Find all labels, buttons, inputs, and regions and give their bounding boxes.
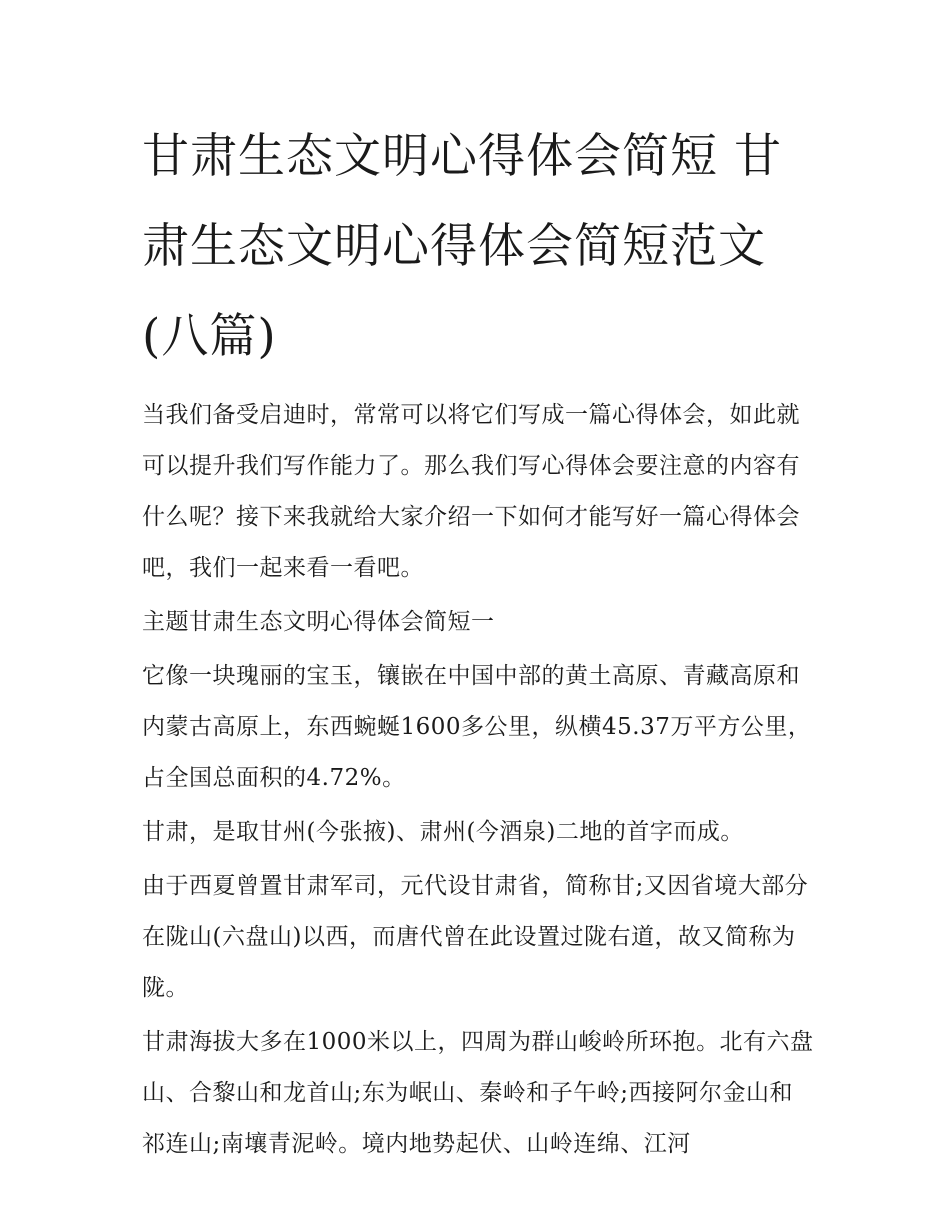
paragraph-intro: 当我们备受启迪时，常常可以将它们写成一篇心得体会，如此就可以提升我们写作能力了。那么我们写心得体会要注意的内容有什么呢？接下来我就给大家介绍一下如何才能写好一篇心得体会吧，我们一起来看一看吧。 [142, 402, 800, 581]
document-title: 甘肃生态文明心得体会简短 甘肃生态文明心得体会简短范文(八篇) [142, 129, 782, 364]
document-page [142, 112, 814, 1173]
paragraph-geography: 它像一块瑰丽的宝玉，镶嵌在中国中部的黄土高原、青藏高原和内蒙古高原上，东西蜿蜒1600多公里，纵横45.37万平方公里，占全国总面积的4.72%。 [142, 663, 812, 791]
paragraph-abbreviation: 由于西夏曾置甘肃军司，元代设甘肃省，简称甘;又因省境大部分在陇山(六盘山)以西，而唐代曾在此设置过陇右道，故又简称为陇。 [142, 873, 809, 1001]
paragraph-name-origin: 甘肃，是取甘州(今张掖)、肃州(今酒泉)二地的首字而成。 [142, 819, 744, 845]
paragraph-section-heading: 主题甘肃生态文明心得体会简短一 [142, 609, 495, 635]
paragraph-terrain: 甘肃海拔大多在1000米以上，四周为群山峻岭所环抱。北有六盘山、合黎山和龙首山;东为岷山、秦岭和子午岭;西接阿尔金山和祁连山;南壤青泥岭。境内地势起伏、山岭连绵、江河 [142, 1029, 814, 1157]
